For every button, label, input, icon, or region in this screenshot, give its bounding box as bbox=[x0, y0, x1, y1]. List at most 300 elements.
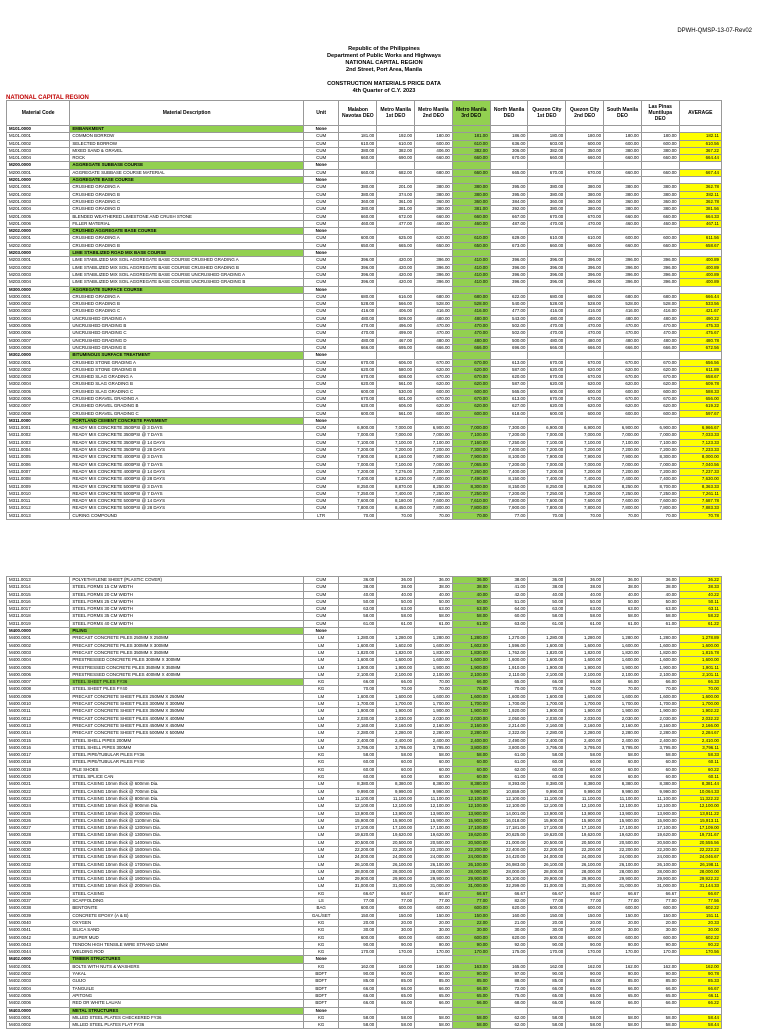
price-cell: 61.00 bbox=[641, 620, 679, 627]
section-row bbox=[7, 628, 722, 635]
price-cell: 690.00 bbox=[377, 155, 415, 162]
price-cell: 360.00 bbox=[339, 198, 377, 205]
description-cell: YAKAL bbox=[70, 971, 304, 978]
price-cell bbox=[490, 417, 528, 424]
average-cell: 58.22 bbox=[679, 613, 721, 620]
price-cell: 20.00 bbox=[339, 919, 377, 926]
price-cell bbox=[452, 956, 490, 963]
average-cell: 656.00 bbox=[679, 395, 721, 402]
price-cell: 31,000.00 bbox=[604, 883, 642, 890]
price-cell: 21,000.00 bbox=[490, 839, 528, 846]
price-cell: 58.00 bbox=[339, 752, 377, 759]
price-cell: 13,900.00 bbox=[415, 810, 453, 817]
price-cell: 90.00 bbox=[377, 971, 415, 978]
price-cell: 460.00 bbox=[415, 220, 453, 227]
price-cell: 528.00 bbox=[339, 301, 377, 308]
material-code-cell: M402.0001 bbox=[7, 963, 70, 970]
price-cell: 1,700.00 bbox=[604, 701, 642, 708]
price-cell bbox=[566, 1007, 604, 1014]
price-cell: 1,700.00 bbox=[339, 701, 377, 708]
price-cell: 396.00 bbox=[490, 257, 528, 264]
price-cell: 66.67 bbox=[566, 890, 604, 897]
price-cell: 420.00 bbox=[377, 257, 415, 264]
price-cell: 90.00 bbox=[641, 941, 679, 948]
price-cell bbox=[377, 177, 415, 184]
price-cell: 600.00 bbox=[415, 934, 453, 941]
price-cell: 395.00 bbox=[490, 184, 528, 191]
price-cell bbox=[339, 162, 377, 169]
material-code-cell: M400.0028 bbox=[7, 832, 70, 839]
table-row bbox=[7, 498, 722, 505]
price-cell: 381.00 bbox=[452, 206, 490, 213]
price-cell: 3,795.00 bbox=[641, 744, 679, 751]
price-cell: 695.00 bbox=[377, 344, 415, 351]
price-cell: 680.00 bbox=[604, 293, 642, 300]
price-cell: 360.00 bbox=[415, 198, 453, 205]
unit-cell: KG bbox=[303, 927, 339, 934]
unit-cell: CUM bbox=[303, 133, 339, 140]
average-cell: 70.00 bbox=[679, 686, 721, 693]
unit-cell: KG bbox=[303, 1014, 339, 1021]
price-cell bbox=[604, 228, 642, 235]
column-header: Unit bbox=[303, 101, 339, 126]
price-cell: 6,900.00 bbox=[566, 425, 604, 432]
price-cell: 460.00 bbox=[452, 220, 490, 227]
price-cell: 416.00 bbox=[528, 308, 566, 315]
price-cell: 2,214.00 bbox=[490, 722, 528, 729]
price-cell: 58.00 bbox=[641, 1014, 679, 1021]
price-cell: 587.00 bbox=[490, 381, 528, 388]
price-cell: 7,200.00 bbox=[339, 468, 377, 475]
average-cell: 7,261.11 bbox=[679, 490, 721, 497]
unit-cell: CUM bbox=[303, 483, 339, 490]
table-row bbox=[7, 803, 722, 810]
price-cell: 3,795.00 bbox=[566, 744, 604, 751]
price-cell: 680.00 bbox=[415, 293, 453, 300]
price-cell: 61.00 bbox=[452, 620, 490, 627]
price-cell: 61.00 bbox=[566, 620, 604, 627]
table-row bbox=[7, 1000, 722, 1007]
price-cell: 180.00 bbox=[415, 133, 453, 140]
price-cell: 1,910.00 bbox=[490, 664, 528, 671]
price-cell: 380.00 bbox=[415, 206, 453, 213]
price-cell: 7,800.00 bbox=[641, 505, 679, 512]
price-cell: 660.00 bbox=[641, 242, 679, 249]
price-cell: 8,230.00 bbox=[377, 476, 415, 483]
price-cell: 10,659.00 bbox=[490, 788, 528, 795]
price-cell: 60.00 bbox=[339, 766, 377, 773]
price-cell: 7,000.00 bbox=[566, 461, 604, 468]
price-cell: 660.00 bbox=[566, 242, 604, 249]
price-cell: 70.00 bbox=[415, 512, 453, 519]
price-cell: 7,000.00 bbox=[415, 432, 453, 439]
price-cell: 380.00 bbox=[528, 206, 566, 213]
price-cell: 58.00 bbox=[528, 752, 566, 759]
description-cell: PRESTRESSED CONCRETE PILES 350MM X 350MM bbox=[70, 664, 304, 671]
description-cell: TANGUILE bbox=[70, 985, 304, 992]
average-cell bbox=[679, 956, 721, 963]
price-cell: 480.00 bbox=[641, 315, 679, 322]
price-cell bbox=[452, 162, 490, 169]
price-cell bbox=[415, 352, 453, 359]
price-cell: 3,800.00 bbox=[452, 744, 490, 751]
unit-cell: CUM bbox=[303, 213, 339, 220]
price-cell: 7,610.00 bbox=[452, 498, 490, 505]
price-cell: 2,160.00 bbox=[566, 722, 604, 729]
price-cell: 7,800.00 bbox=[604, 505, 642, 512]
average-cell: 597.67 bbox=[679, 410, 721, 417]
price-cell: 60.00 bbox=[528, 759, 566, 766]
price-cell: 58.00 bbox=[566, 613, 604, 620]
price-cell: 670.00 bbox=[339, 395, 377, 402]
average-cell: 162.00 bbox=[679, 963, 721, 970]
price-cell: 70.00 bbox=[339, 686, 377, 693]
price-cell: 672.00 bbox=[377, 213, 415, 220]
unit-cell: LM bbox=[303, 708, 339, 715]
average-cell bbox=[679, 250, 721, 257]
description-cell: PILING bbox=[70, 628, 304, 635]
price-cell: 7,065.00 bbox=[452, 461, 490, 468]
description-cell: UNCRUSHED GRADING A bbox=[70, 315, 304, 322]
price-cell: 63.00 bbox=[604, 606, 642, 613]
average-cell: 588.33 bbox=[679, 388, 721, 395]
price-cell: 670.00 bbox=[415, 374, 453, 381]
price-cell: 61.00 bbox=[415, 620, 453, 627]
price-cell: 380.00 bbox=[604, 206, 642, 213]
price-cell: 2,400.00 bbox=[566, 737, 604, 744]
price-cell: 620.00 bbox=[339, 403, 377, 410]
price-cell bbox=[452, 250, 490, 257]
material-code-cell: M300.0008 bbox=[7, 344, 70, 351]
price-cell: 470.00 bbox=[566, 220, 604, 227]
table-row bbox=[7, 832, 722, 839]
price-cell: 600.00 bbox=[641, 235, 679, 242]
price-cell bbox=[415, 228, 453, 235]
price-cell: 40.00 bbox=[339, 591, 377, 598]
price-cell: 1,900.00 bbox=[528, 664, 566, 671]
unit-cell: LM bbox=[303, 854, 339, 861]
table-row bbox=[7, 293, 722, 300]
section-row bbox=[7, 126, 722, 133]
price-cell: 2,030.00 bbox=[641, 715, 679, 722]
price-cell: 88.00 bbox=[490, 978, 528, 985]
price-cell bbox=[452, 228, 490, 235]
price-cell: 61.00 bbox=[490, 752, 528, 759]
price-cell: 1,600.00 bbox=[604, 642, 642, 649]
description-cell: MIXED SAND & GRAVEL bbox=[70, 147, 304, 154]
column-header: Metro Manila 3rd DEO bbox=[452, 101, 490, 126]
price-cell: 7,400.00 bbox=[604, 476, 642, 483]
price-cell: 660.00 bbox=[339, 213, 377, 220]
price-cell: 600.00 bbox=[604, 388, 642, 395]
price-cell: 7,200.00 bbox=[604, 447, 642, 454]
column-header: Metro Manila 1st DEO bbox=[377, 101, 415, 126]
unit-cell: CUM bbox=[303, 374, 339, 381]
price-cell: 670.00 bbox=[604, 395, 642, 402]
price-cell: 9,990.00 bbox=[415, 788, 453, 795]
price-cell: 30.00 bbox=[339, 927, 377, 934]
table-row bbox=[7, 323, 722, 330]
price-cell: 58.00 bbox=[604, 1022, 642, 1029]
material-code-cell: M201.0001 bbox=[7, 184, 70, 191]
price-cell: 380.00 bbox=[566, 191, 604, 198]
price-cell: 50.00 bbox=[415, 598, 453, 605]
price-cell: 600.00 bbox=[339, 905, 377, 912]
price-cell bbox=[415, 286, 453, 293]
average-cell: 90.22 bbox=[679, 941, 721, 948]
price-cell bbox=[528, 352, 566, 359]
price-cell: 396.00 bbox=[566, 279, 604, 286]
price-cell: 380.00 bbox=[641, 191, 679, 198]
price-cell: 90.00 bbox=[339, 971, 377, 978]
price-cell: 360.00 bbox=[566, 198, 604, 205]
price-cell: 1,700.00 bbox=[452, 701, 490, 708]
price-cell: 24,000.00 bbox=[452, 854, 490, 861]
description-cell: GUIJO bbox=[70, 978, 304, 985]
price-cell: 31,000.00 bbox=[339, 883, 377, 890]
average-cell: 66.33 bbox=[679, 679, 721, 686]
price-cell: 77.00 bbox=[490, 512, 528, 519]
price-cell: 360.00 bbox=[604, 198, 642, 205]
average-cell: 1,600.00 bbox=[679, 693, 721, 700]
price-cell bbox=[604, 1007, 642, 1014]
table-row bbox=[7, 235, 722, 242]
description-cell: TENDON HIGH TENSILE WIRE STRAND 12MM bbox=[70, 941, 304, 948]
price-cell: 17,100.00 bbox=[641, 825, 679, 832]
unit-cell: KG bbox=[303, 1022, 339, 1029]
price-cell: 2,400.00 bbox=[528, 737, 566, 744]
price-cell bbox=[339, 352, 377, 359]
price-cell: 66.00 bbox=[377, 1000, 415, 1007]
price-cell: 36.00 bbox=[339, 577, 377, 584]
price-cell: 8,160.00 bbox=[377, 454, 415, 461]
price-cell: 70.00 bbox=[415, 686, 453, 693]
price-cell: 8,380.00 bbox=[452, 781, 490, 788]
price-cell: 1,700.00 bbox=[641, 701, 679, 708]
price-cell: 7,250.00 bbox=[339, 490, 377, 497]
price-cell: 66.67 bbox=[604, 890, 642, 897]
price-cell: 360.00 bbox=[528, 198, 566, 205]
material-code-cell: M201.0002 bbox=[7, 191, 70, 198]
table-row bbox=[7, 191, 722, 198]
price-cell: 30.00 bbox=[604, 927, 642, 934]
price-cell: 70.00 bbox=[452, 686, 490, 693]
price-cell: 608.00 bbox=[377, 374, 415, 381]
price-cell: 21.00 bbox=[490, 919, 528, 926]
price-cell: 180.00 bbox=[566, 133, 604, 140]
price-cell: 60.00 bbox=[566, 766, 604, 773]
price-cell: 620.00 bbox=[339, 381, 377, 388]
description-cell: STEEL CASING 10mm thick @ 1600mm Dia. bbox=[70, 854, 304, 861]
table-row bbox=[7, 147, 722, 154]
price-cell bbox=[415, 628, 453, 635]
price-cell: 17,100.00 bbox=[566, 825, 604, 832]
price-cell: 396.00 bbox=[641, 257, 679, 264]
table-row bbox=[7, 381, 722, 388]
price-cell: 8,700.00 bbox=[641, 483, 679, 490]
material-code-cell: M400.0038 bbox=[7, 905, 70, 912]
price-cell: 60.00 bbox=[377, 759, 415, 766]
material-code-cell: M302.0008 bbox=[7, 410, 70, 417]
price-cell: 26,100.00 bbox=[377, 861, 415, 868]
material-code-cell: M400.0012 bbox=[7, 715, 70, 722]
unit-cell: CUM bbox=[303, 155, 339, 162]
price-cell bbox=[415, 417, 453, 424]
price-cell: 1,900.00 bbox=[566, 708, 604, 715]
table-row bbox=[7, 388, 722, 395]
price-cell: 61.00 bbox=[339, 620, 377, 627]
price-cell: 528.00 bbox=[641, 301, 679, 308]
table-row bbox=[7, 330, 722, 337]
price-cell: 600.00 bbox=[339, 388, 377, 395]
price-cell: 170.00 bbox=[641, 949, 679, 956]
price-cell: 561.00 bbox=[377, 381, 415, 388]
table-row bbox=[7, 606, 722, 613]
price-cell: 380.00 bbox=[415, 184, 453, 191]
price-cell: 603.00 bbox=[528, 140, 566, 147]
price-cell: 7,000.00 bbox=[641, 461, 679, 468]
price-cell: 680.00 bbox=[566, 293, 604, 300]
price-cell: 150.00 bbox=[604, 912, 642, 919]
description-cell: CRUSHED STONE GRADING B bbox=[70, 366, 304, 373]
price-cell: 8,380.00 bbox=[566, 781, 604, 788]
price-cell: 1,602.00 bbox=[452, 642, 490, 649]
price-cell: 13,900.00 bbox=[604, 810, 642, 817]
price-cell: 530.00 bbox=[377, 388, 415, 395]
table-row bbox=[7, 649, 722, 656]
price-cell: 7,200.00 bbox=[415, 468, 453, 475]
price-cell: 186.00 bbox=[490, 133, 528, 140]
table-row bbox=[7, 410, 722, 417]
price-cell: 60.00 bbox=[452, 759, 490, 766]
price-cell: 162.00 bbox=[566, 963, 604, 970]
material-code-cell: M311.0012 bbox=[7, 505, 70, 512]
material-code-cell: M400.0016 bbox=[7, 744, 70, 751]
average-cell: 400.89 bbox=[679, 264, 721, 271]
unit-cell: LM bbox=[303, 693, 339, 700]
unit-cell: BDFT bbox=[303, 971, 339, 978]
table-row bbox=[7, 788, 722, 795]
price-cell: 24,000.00 bbox=[528, 854, 566, 861]
price-cell: 50.00 bbox=[566, 598, 604, 605]
price-cell: 31,000.00 bbox=[377, 883, 415, 890]
price-cell: 20.00 bbox=[377, 919, 415, 926]
price-cell bbox=[604, 177, 642, 184]
average-cell: 475.67 bbox=[679, 330, 721, 337]
material-code-cell: M311.0005 bbox=[7, 454, 70, 461]
price-cell: 600.00 bbox=[528, 934, 566, 941]
price-cell: 610.00 bbox=[566, 235, 604, 242]
description-cell: CRUSHED GRADING B bbox=[70, 191, 304, 198]
price-cell: 12,100.00 bbox=[641, 803, 679, 810]
material-code-cell: M400.0025 bbox=[7, 810, 70, 817]
average-cell: 11,322.22 bbox=[679, 795, 721, 802]
price-cell: 480.00 bbox=[339, 315, 377, 322]
price-cell: 620.00 bbox=[641, 381, 679, 388]
material-code-cell: M402.0005 bbox=[7, 992, 70, 999]
average-cell: 666.44 bbox=[679, 293, 721, 300]
price-cell: 170.00 bbox=[339, 949, 377, 956]
table-row bbox=[7, 425, 722, 432]
unit-cell: CUM bbox=[303, 264, 339, 271]
price-cell: 7,200.00 bbox=[490, 490, 528, 497]
material-code-cell: M400.0008 bbox=[7, 686, 70, 693]
price-cell: 2,100.00 bbox=[641, 671, 679, 678]
price-cell: 90.00 bbox=[641, 971, 679, 978]
price-cell: 470.00 bbox=[415, 323, 453, 330]
average-cell: 7,630.00 bbox=[679, 476, 721, 483]
price-cell: 2,110.00 bbox=[490, 671, 528, 678]
price-cell: 7,000.00 bbox=[415, 461, 453, 468]
price-cell: 610.00 bbox=[528, 235, 566, 242]
header-line: CONSTRUCTION MATERIALS PRICE DATA bbox=[327, 81, 441, 87]
price-cell: 50.00 bbox=[528, 598, 566, 605]
unit-cell: LM bbox=[303, 825, 339, 832]
price-cell: 600.00 bbox=[566, 140, 604, 147]
price-cell: 670.00 bbox=[452, 374, 490, 381]
price-cell: 396.00 bbox=[604, 279, 642, 286]
price-cell: 9,990.00 bbox=[604, 788, 642, 795]
price-cell: 28,000.00 bbox=[490, 868, 528, 875]
price-cell: 629.00 bbox=[490, 235, 528, 242]
unit-cell: LM bbox=[303, 664, 339, 671]
price-cell: 3,800.00 bbox=[490, 744, 528, 751]
average-cell: 20.33 bbox=[679, 919, 721, 926]
unit-cell: CUM bbox=[303, 169, 339, 176]
price-cell: 620.00 bbox=[604, 403, 642, 410]
unit-cell: BDFT bbox=[303, 978, 339, 985]
average-cell: 664.33 bbox=[679, 213, 721, 220]
table-row bbox=[7, 1022, 722, 1029]
column-header: AVERAGE bbox=[679, 101, 721, 126]
price-cell: 396.00 bbox=[566, 257, 604, 264]
average-cell: 1,600.00 bbox=[679, 657, 721, 664]
price-cell: 29,900.00 bbox=[377, 876, 415, 883]
price-cell bbox=[604, 956, 642, 963]
price-cell: 1,280.00 bbox=[339, 635, 377, 642]
price-cell: 72.00 bbox=[490, 985, 528, 992]
price-cell: 90.00 bbox=[415, 941, 453, 948]
document-header bbox=[0, 46, 768, 95]
material-code-cell: M203.0001 bbox=[7, 257, 70, 264]
price-cell: 396.00 bbox=[528, 257, 566, 264]
material-code-cell: M400.0010 bbox=[7, 701, 70, 708]
price-cell bbox=[339, 956, 377, 963]
price-cell: 1,600.00 bbox=[528, 693, 566, 700]
price-cell: 660.00 bbox=[641, 169, 679, 176]
price-cell: 380.00 bbox=[415, 191, 453, 198]
price-cell: 600.00 bbox=[641, 140, 679, 147]
section-row bbox=[7, 1007, 722, 1014]
price-cell: 65.00 bbox=[415, 992, 453, 999]
average-cell: 31,144.33 bbox=[679, 883, 721, 890]
price-cell: 420.00 bbox=[377, 264, 415, 271]
price-cell: 3,795.00 bbox=[528, 744, 566, 751]
price-cell: 8,380.00 bbox=[339, 781, 377, 788]
unit-cell: None bbox=[303, 417, 339, 424]
description-cell: SUPER MUD bbox=[70, 934, 304, 941]
average-cell: 8,363.33 bbox=[679, 483, 721, 490]
average-cell: 611.89 bbox=[679, 366, 721, 373]
price-cell: 620.00 bbox=[339, 366, 377, 373]
price-cell: 2,280.00 bbox=[415, 730, 453, 737]
table-row bbox=[7, 439, 722, 446]
price-cell: 620.00 bbox=[415, 381, 453, 388]
section-row bbox=[7, 956, 722, 963]
price-cell: 12,100.00 bbox=[415, 803, 453, 810]
price-cell: 2,400.00 bbox=[641, 737, 679, 744]
description-cell: CRUSHED GRADING C bbox=[70, 308, 304, 315]
